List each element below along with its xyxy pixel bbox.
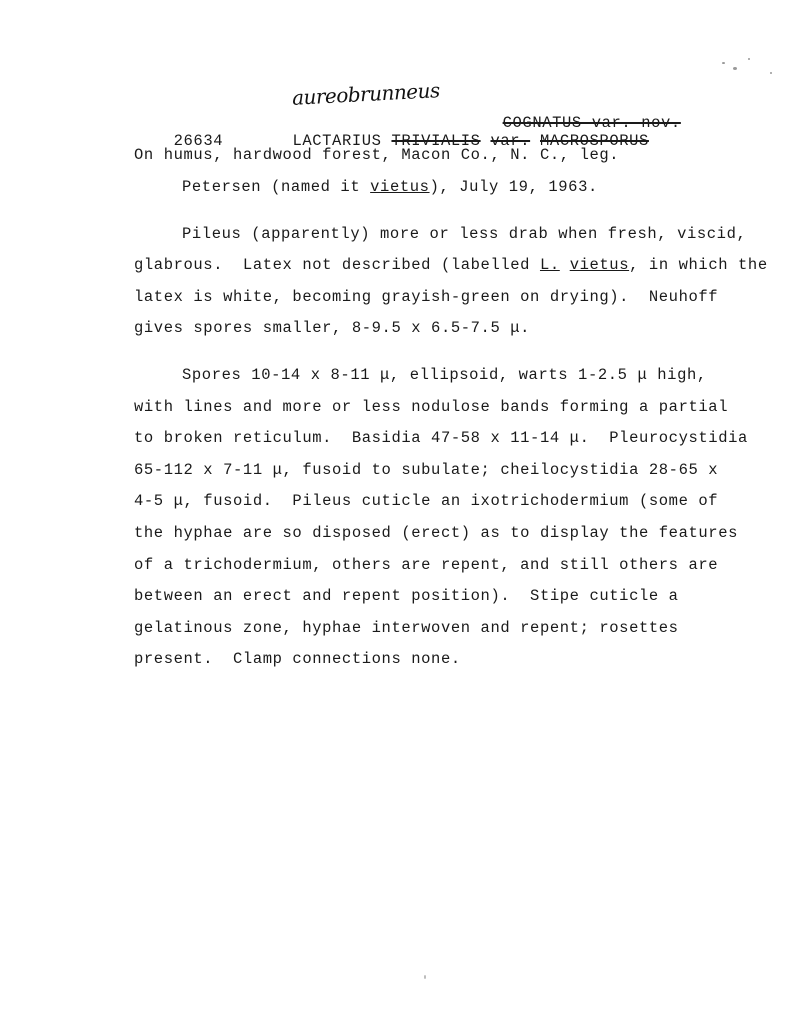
paragraph1-line-2: glabrous. Latex not described (labelled L. vietus, in which the [134,256,768,274]
paragraph2-line-6: the hyphae are so disposed (erect) as to display the features [134,524,738,542]
paragraph2-line-3: to broken reticulum. Basidia 47-58 x 11-14 μ. Pleurocystidia [134,429,748,447]
collection-line-2: Petersen (named it vietus), July 19, 1963. [182,178,598,196]
scan-speck [770,72,772,74]
struck-var: var. [490,132,531,150]
paragraph2-line-8: between an erect and repent position). Stipe cuticle a [134,587,679,605]
collection-line-1: On humus, hardwood forest, Macon Co., N. C., leg. [134,146,620,164]
paragraph2-line-9: gelatinous zone, hyphae interwoven and repent; rosettes [134,619,679,637]
scan-speck [722,62,725,64]
scan-speck [424,975,426,979]
species-name-l-vietus: vietus [569,256,630,274]
paragraph1-line-3: latex is white, becoming grayish-green on drying). Neuhoff [134,288,719,306]
paragraph2-line-2: with lines and more or less nodulose bands forming a partial [134,398,729,416]
specimen-number: 26634 [173,132,224,150]
paragraph2-line-1: Spores 10-14 x 8-11 μ, ellipsoid, warts 1-2.5 μ high, [182,366,707,384]
species-name-vietus: vietus [370,178,430,196]
paragraph2-line-10: present. Clamp connections none. [134,650,461,668]
paragraph2-line-4: 65-112 x 7-11 μ, fusoid to subulate; cheilocystidia 28-65 x [134,461,719,479]
paragraph1-line-1: Pileus (apparently) more or less drab when fresh, viscid, [182,225,747,243]
struck-epithet: TRIVIALIS [391,132,481,150]
scan-speck [733,67,737,70]
paragraph1-line-4: gives spores smaller, 8-9.5 x 6.5-7.5 μ. [134,319,531,337]
handwritten-annotation: aureobrunneus [291,78,441,110]
paragraph2-line-5: 4-5 μ, fusoid. Pileus cuticle an ixotrichodermium (some of [134,492,719,510]
struck-cognatus: COGNATUS var. nov. [502,114,681,132]
genus-name: LACTARIUS [292,132,382,150]
paragraph2-line-7: of a trichodermium, others are repent, and still others are [134,556,719,574]
scan-speck [748,58,750,60]
struck-var-name: MACROSPORUS [540,132,649,150]
